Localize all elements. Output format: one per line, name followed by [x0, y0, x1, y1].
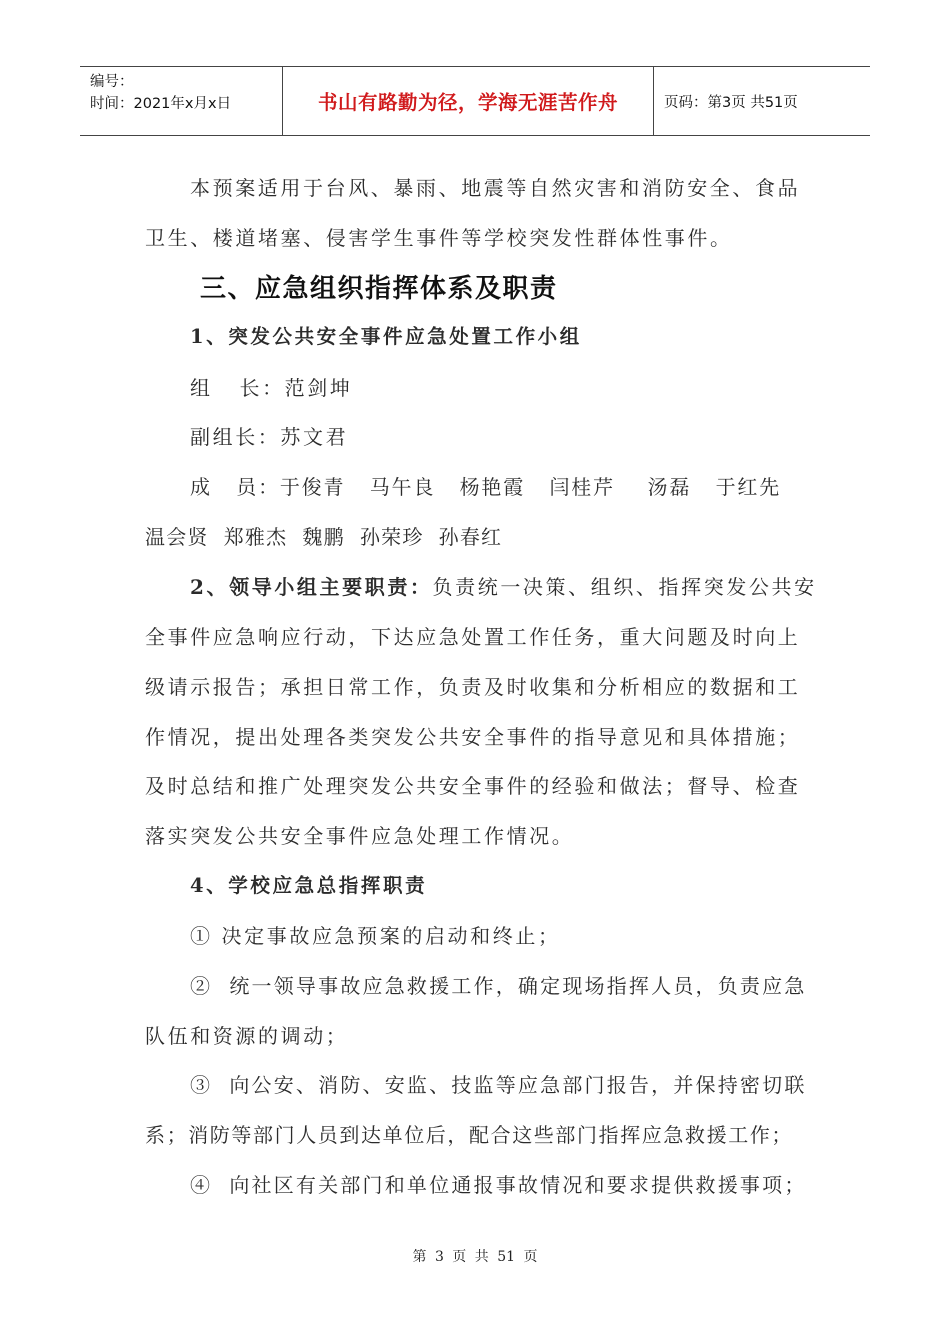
- duty-line1-text: 负责统一决策、组织、指挥突发公共安: [432, 575, 817, 599]
- scope-paragraph-line2: 卫生、楼道堵塞、侵害学生事件等学校突发性群体性事件。: [145, 226, 733, 250]
- duty-line2: 全事件应急响应行动，下达应急处置工作任务，重大问题及时向上: [145, 625, 801, 649]
- duty-label: 2、领导小组主要职责：: [190, 575, 433, 599]
- leader-line: 组 长：范剑坤: [190, 376, 353, 400]
- members-line2: 温会贤 郑雅杰 魏鹏 孙荣珍 孙春红: [145, 525, 503, 549]
- duty-line3: 级请示报告；承担日常工作，负责及时收集和分析相应的数据和工: [145, 675, 801, 699]
- item4: ④ 向社区有关部门和单位通报事故情况和要求提供救援事项；: [190, 1173, 807, 1197]
- duty-line1: [190, 571, 850, 600]
- header-page-number: 页码：第3页 共51页: [664, 94, 798, 111]
- item2-line2: 队伍和资源的调动；: [145, 1024, 349, 1048]
- members-line1: 成 员：于俊青 马午良 杨艳霞 闫桂芹 汤磊 于红先: [190, 475, 781, 499]
- duty-line4: 作情况，提出处理各类突发公共安全事件的指导意见和具体措施；: [145, 725, 801, 749]
- header-meta: [80, 67, 282, 135]
- duty-line5: 及时总结和推广处理突发公共安全事件的经验和做法；督导、检查: [145, 774, 801, 798]
- item2-line1: ② 统一领导事故应急救援工作，确定现场指挥人员，负责应急: [190, 974, 807, 998]
- section-heading: 三、应急组织指挥体系及职责: [200, 274, 558, 304]
- page-header: [80, 66, 870, 136]
- duty-line6: 落实突发公共安全事件应急处理工作情况。: [145, 824, 575, 848]
- page-footer: 第 3 页 共 51 页: [412, 1249, 538, 1265]
- item1: ① 决定事故应急预案的启动和终止；: [190, 924, 561, 948]
- scope-paragraph-line1: 本预案适用于台风、暴雨、地震等自然灾害和消防安全、食品: [190, 176, 801, 200]
- deputy-line: 副组长：苏文君: [190, 425, 349, 449]
- header-motto: 书山有路勤为径，学海无涯苦作舟: [282, 67, 654, 135]
- group-title: 1、突发公共安全事件应急处置工作小组: [190, 325, 582, 348]
- serial-label: 编号：: [90, 74, 134, 90]
- time-label: 时间：2021年x月x日: [90, 96, 232, 112]
- item3-line1: ③ 向公安、消防、安监、技监等应急部门报告，并保持密切联: [190, 1073, 807, 1097]
- commander-title: 4、学校应急总指挥职责: [190, 874, 428, 897]
- item3-line2: 系；消防等部门人员到达单位后，配合这些部门指挥应急救援工作；: [145, 1123, 793, 1147]
